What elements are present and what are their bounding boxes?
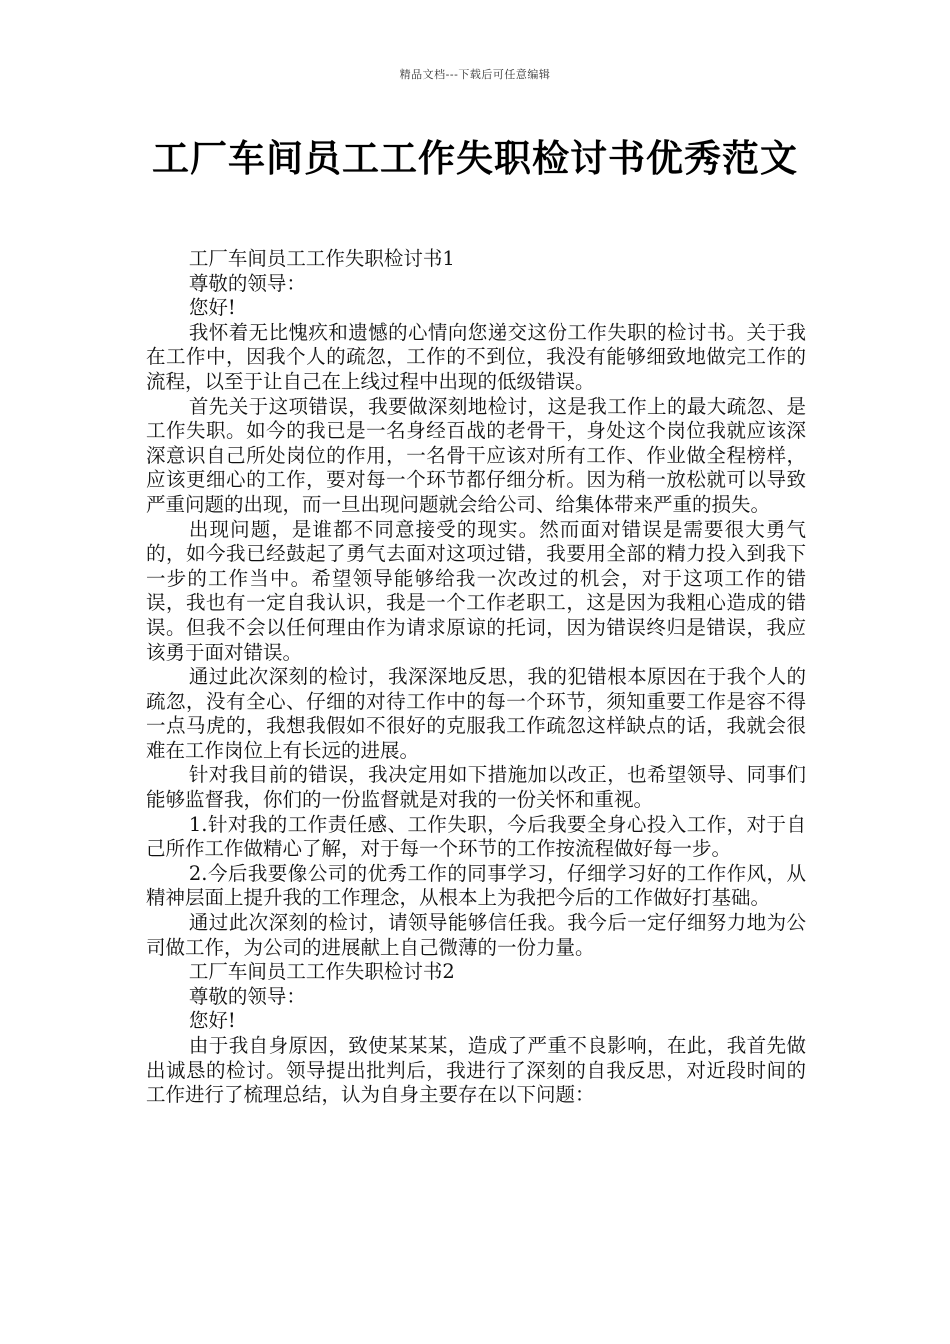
document-body — [146, 247, 806, 1108]
paragraph: 针对我目前的错误，我决定用如下措施加以改正，也希望领导、同事们能够监督我，你们的一份监督就是对我的一份关怀和重视。 — [146, 763, 806, 812]
paragraph: 首先关于这项错误，我要做深刻地检讨，这是我工作上的最大疏忽、是工作失职。如今的我已是一名身经百战的老骨干，身处这个岗位我就应该深深意识自己所处岗位的作用，一名骨干应该对所有工作、作业做全程榜样，应该更细心的工作，要对每一个环节都仔细分析。因为稍一放松就可以导致严重问题的出现，而一旦出现问题就会给公司、给集体带来严重的损失。 — [146, 394, 806, 516]
salutation: 尊敬的领导： — [188, 271, 306, 295]
paragraph: 出现问题，是谁都不同意接受的现实。然而面对错误是需要很大勇气的，如今我已经鼓起了勇气去面对这项过错，我要用全部的精力投入到我下一步的工作当中。希望领导能够给我一次改过的机会，对于这项工作的错误，我也有一定自我认识，我是一个工作老职工，这是因为我粗心造成的错误。但我不会以任何理由作为请求原谅的托词，因为错误终归是错误，我应该勇于面对错误。 — [146, 517, 806, 664]
paragraph: 通过此次深刻的检讨，我深深地反思，我的犯错根本原因在于我个人的疏忽，没有全心、仔细的对待工作中的每一个环节，须知重要工作是容不得一点马虎的，我想我假如不很好的克服我工作疏忽这样缺点的话，我就会很难在工作岗位上有长远的进展。 — [146, 665, 806, 762]
section-heading-1: 工厂车间员工工作失职检讨书1 — [188, 247, 455, 270]
salutation: 尊敬的领导： — [188, 984, 306, 1008]
header-note: 精品文档---下载后可任意编辑 — [399, 68, 551, 81]
list-item-1: 1.针对我的工作责任感、工作失职，今后我要全身心投入工作，对于自己所作工作做精心了解，对于每一个环节的工作按流程做好每一步。 — [146, 812, 806, 861]
section-heading-2: 工厂车间员工工作失职检讨书2 — [188, 960, 455, 984]
greeting: 您好! — [188, 1009, 236, 1033]
paragraph: 由于我自身原因，致使某某某，造成了严重不良影响，在此，我首先做出诚恳的检讨。领导提出批判后，我进行了深刻的自我反思，对近段时间的工作进行了梳理总结，认为自身主要存在以下问题： — [146, 1034, 806, 1107]
paragraph: 我怀着无比愧疚和遗憾的心情向您递交这份工作失职的检讨书。关于我在工作中，因我个人的疏忽，工作的不到位，我没有能够细致地做完工作的流程，以至于让自己在上线过程中出现的低级错误。 — [146, 320, 806, 393]
paragraph: 通过此次深刻的检讨，请领导能够信任我。我今后一定仔细努力地为公司做工作，为公司的进展献上自己微薄的一份力量。 — [146, 911, 806, 959]
list-item-2: 2.今后我要像公司的优秀工作的同事学习，仔细学习好的工作作风，从精神层面上提升我的工作理念，从根本上为我把今后的工作做好打基础。 — [146, 861, 806, 910]
greeting: 您好! — [188, 296, 236, 320]
document-title: 工厂车间员工工作失职检讨书优秀范文 — [152, 137, 798, 180]
